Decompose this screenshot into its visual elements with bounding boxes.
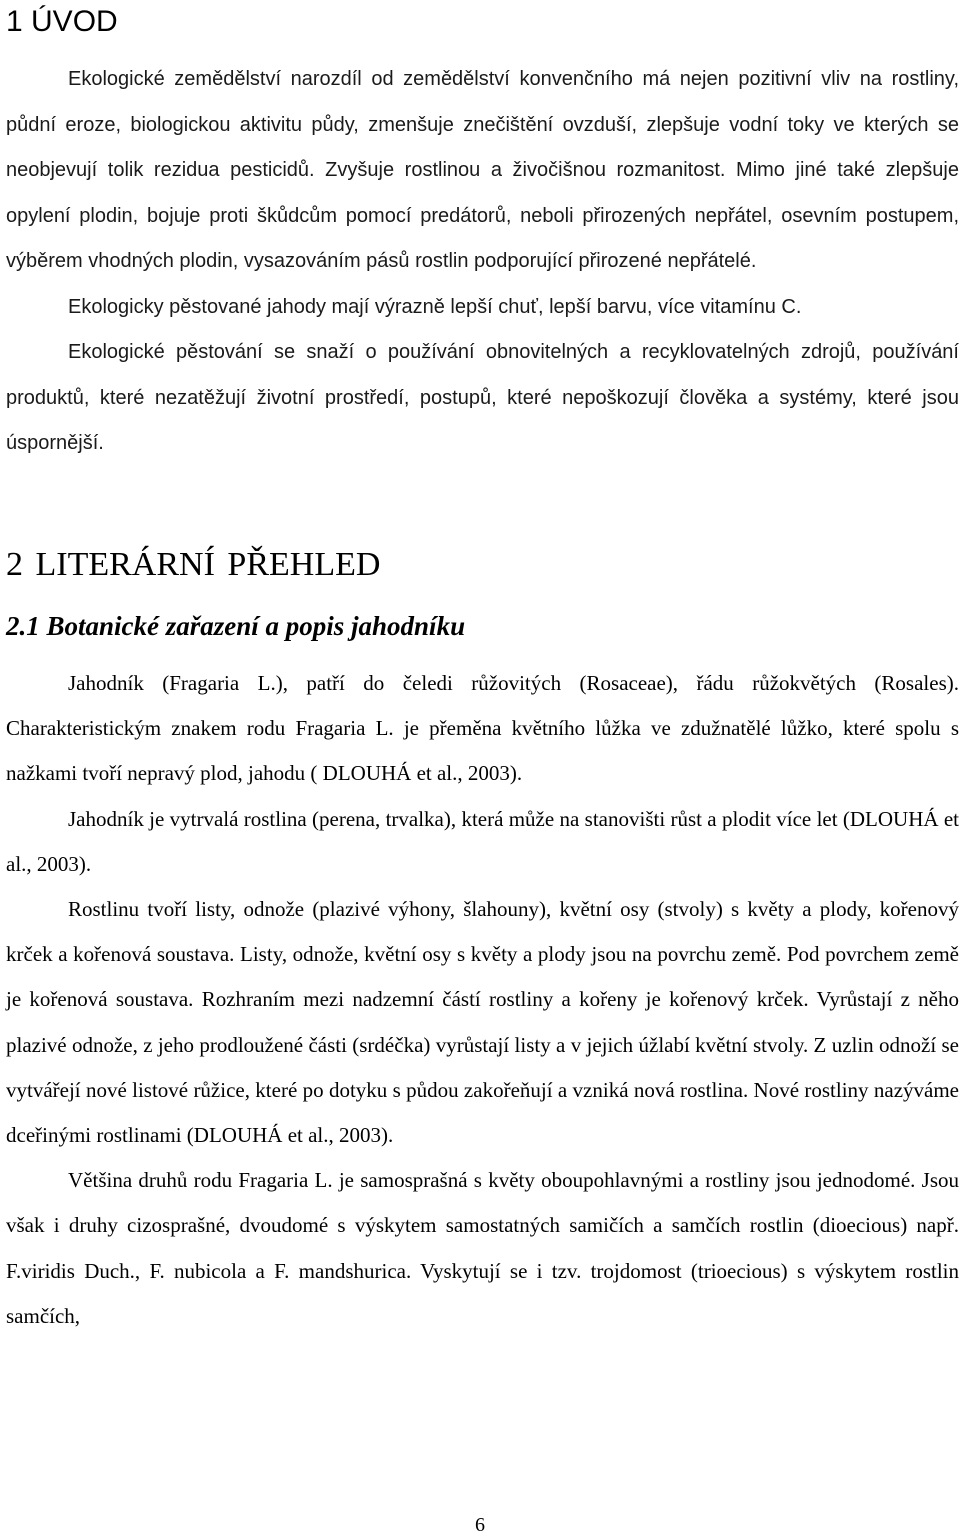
- paragraph-renewable-resources: Ekologické pěstování se snaží o používání obnovitelných a recyklovatelných zdrojů, používání produktů, které nezatěžují životní prostředí, postupů, které nepoškozují člověka a systémy, které jsou úspornější.: [6, 341, 959, 454]
- paragraph-pollination: Většina druhů rodu Fragaria L. je samosprašná s květy oboupohlavnými a rostliny jsou jednodomé. Jsou však i druhy cizosprašné, dvoudomé s výskytem samostatných samičích a samčích rostlin (dioecious) např. F.viridis Duch., F. nubicola a F. mandshurica. Vyskytují se i tzv. trojdomost (trioecious) s výskytem rostlin samčích,: [6, 1168, 959, 1328]
- section-heading-literature-review: 2 LITERÁRNÍ PŘEHLED: [6, 546, 381, 583]
- section-heading-uvod: 1 ÚVOD: [6, 5, 118, 38]
- subsection-heading-botanical-classification: 2.1 Botanické zařazení a popis jahodníku: [6, 611, 466, 641]
- section-uvod-body: [6, 57, 959, 467]
- paragraph-plant-structure: Rostlinu tvoří listy, odnože (plazivé výhony, šlahouny), květní osy (stvoly) s květy a plody, kořenový krček a kořenová soustava. Listy, odnože, květní osy s květy a plody jsou na povrchu země. Pod povrchem země je kořenová soustava. Rozhraním mezi nadzemní částí rostliny a kořeny je kořenový krček. Vyrůstají z něho plazivé odnože, z jeho prodloužené části (srdéčka) vyrůstají listy a v jejich úžlabí květní stvoly. Z uzlin odnoží se vytvářejí nové listové růžice, které po dotyku s půdou zakořeňují a vzniká nová rostlina. Nové rostliny nazýváme dceřinými rostlinami (DLOUHÁ et al., 2003).: [6, 897, 959, 1148]
- paragraph-strawberry-taste: Ekologicky pěstované jahody mají výrazně lepší chuť, lepší barvu, více vitamínu C.: [68, 295, 802, 318]
- subsection-botanical-body: [6, 661, 959, 1339]
- paragraph-perennial: Jahodník je vytrvalá rostlina (perena, trvalka), která může na stanovišti růst a plodit více let (DLOUHÁ et al., 2003).: [6, 806, 959, 876]
- paragraph-ecological-farming: Ekologické zemědělství narozdíl od zemědělství konvenčního má nejen pozitivní vliv na rostliny, půdní eroze, biologickou aktivitu půdy, zmenšuje znečištění ovzduší, zlepšuje vodní toky ve kterých se neobjevují tolik rezidua pesticidů. Zvyšuje rostlinou a živočišnou rozmanitost. Mimo jiné také zlepšuje opylení plodin, bojuje proti škůdcům pomocí predátorů, neboli přirozených nepřátel, osevním postupem, výběrem vhodných plodin, vysazováním pásů rostlin podporující přirozené nepřátelé.: [6, 68, 959, 272]
- page-number: 6: [475, 1514, 485, 1536]
- paragraph-fragaria-family: Jahodník (Fragaria L.), patří do čeledi růžovitých (Rosaceae), řádu růžokvětých (Rosales). Charakteristickým znakem rodu Fragaria L. je přeměna květního lůžka ve zdužnatělé lůžko, které spolu s nažkami tvoří nepravý plod, jahodu ( DLOUHÁ et al., 2003).: [6, 671, 959, 786]
